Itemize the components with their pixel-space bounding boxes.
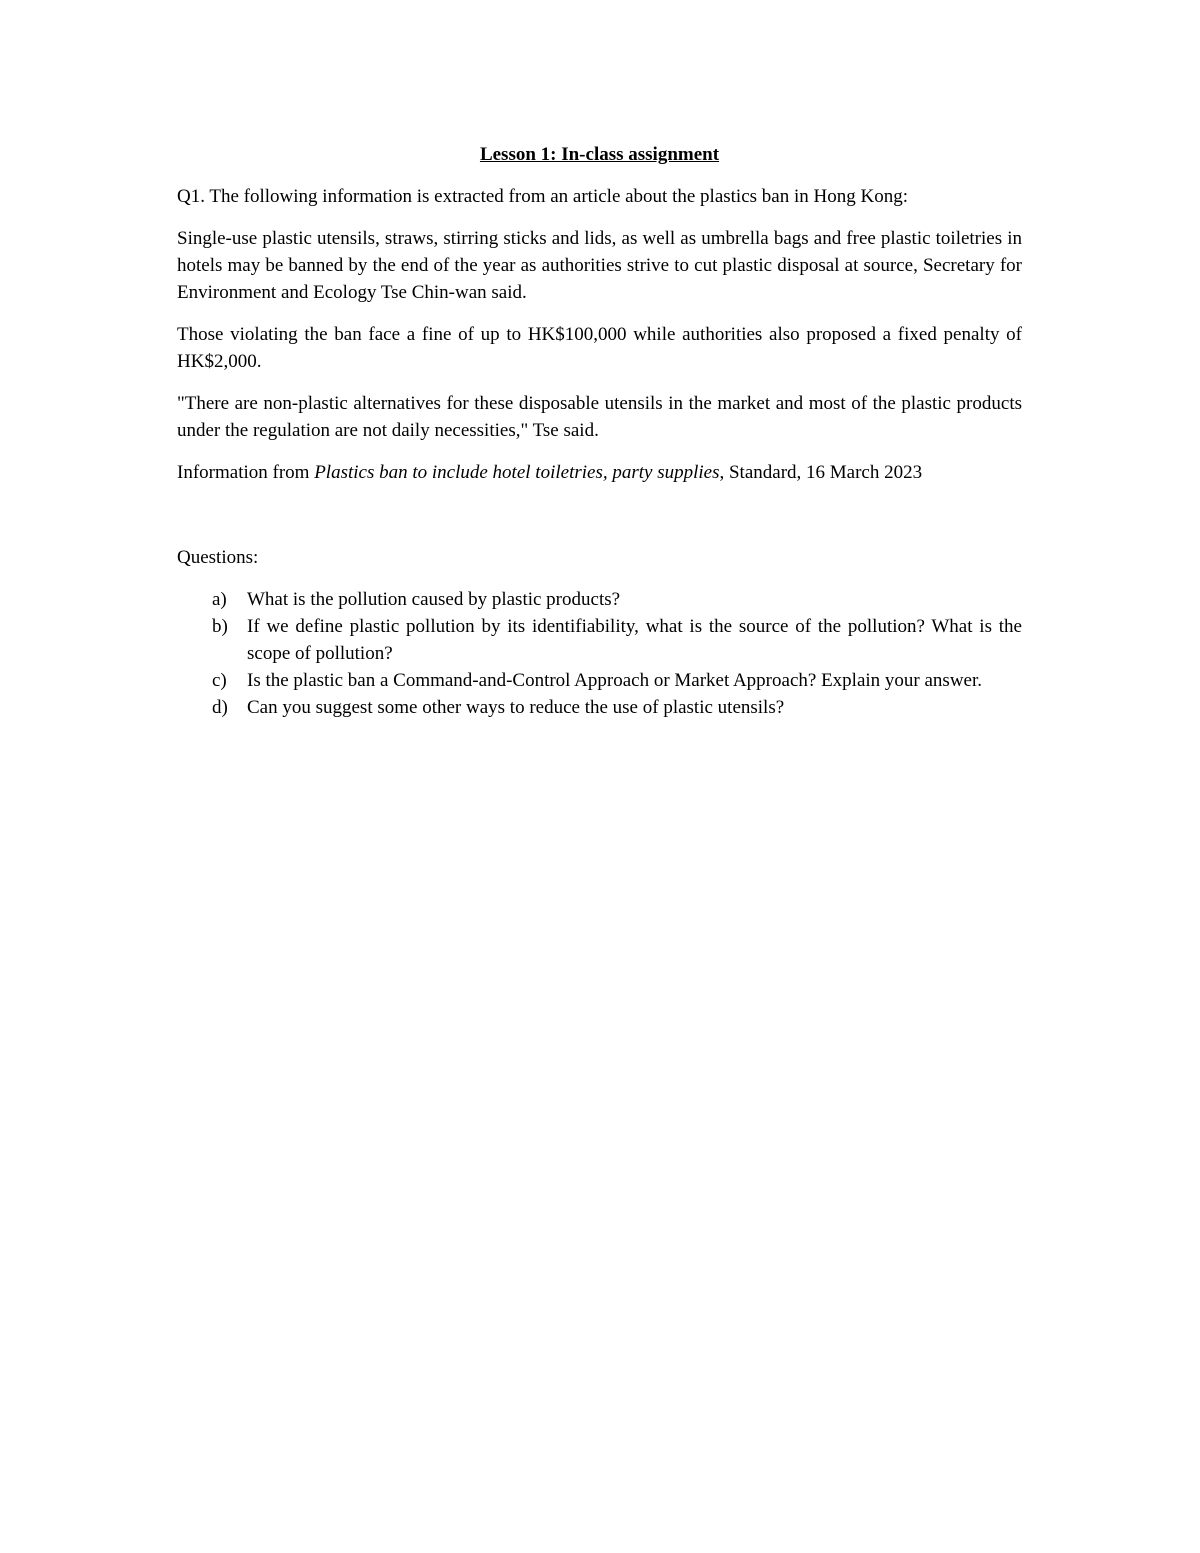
source-article-title: Plastics ban to include hotel toiletries, party supplies: [314, 462, 720, 483]
questions-list: [177, 586, 1022, 721]
source-prefix: Information from: [177, 462, 315, 483]
article-paragraph-1: Single-use plastic utensils, straws, stirring sticks and lids, as well as umbrella bags and free plastic toiletries in hotels may be banned by the end of the year as authorities strive to cut plastic disposal at source, Secretary for Environment and Ecology Tse Chin-wan said.: [177, 228, 1022, 303]
question-intro: Q1. The following information is extracted from an article about the plastics ban in Hong Kong:: [177, 186, 908, 207]
question-text: Can you suggest some other ways to reduce the use of plastic utensils?: [247, 697, 785, 718]
document-body: [177, 141, 1022, 721]
source-suffix: , Standard, 16 March 2023: [719, 462, 923, 483]
list-item: [177, 667, 1022, 694]
list-marker: a): [212, 589, 227, 610]
question-text: If we define plastic pollution by its identifiability, what is the source of the pollution? What is the scope of pollution?: [247, 616, 1022, 664]
question-text: Is the plastic ban a Command-and-Control Approach or Market Approach? Explain your answer.: [247, 670, 982, 691]
list-item: [177, 694, 1022, 721]
article-paragraph-3: "There are non-plastic alternatives for these disposable utensils in the market and most of the plastic products under the regulation are not daily necessities," Tse said.: [177, 393, 1022, 441]
questions-label: Questions:: [177, 547, 259, 568]
list-marker: c): [212, 670, 227, 691]
section-spacer: [177, 501, 1022, 544]
document-title: Lesson 1: In-class assignment: [479, 144, 720, 165]
list-marker: d): [212, 697, 228, 718]
list-marker: b): [212, 616, 228, 637]
list-item: [177, 586, 1022, 613]
source-citation: [177, 459, 1022, 486]
list-item: [177, 613, 1022, 667]
article-paragraph-2: Those violating the ban face a fine of up to HK$100,000 while authorities also proposed a fixed penalty of HK$2,000.: [177, 324, 1022, 372]
question-text: What is the pollution caused by plastic products?: [247, 589, 621, 610]
